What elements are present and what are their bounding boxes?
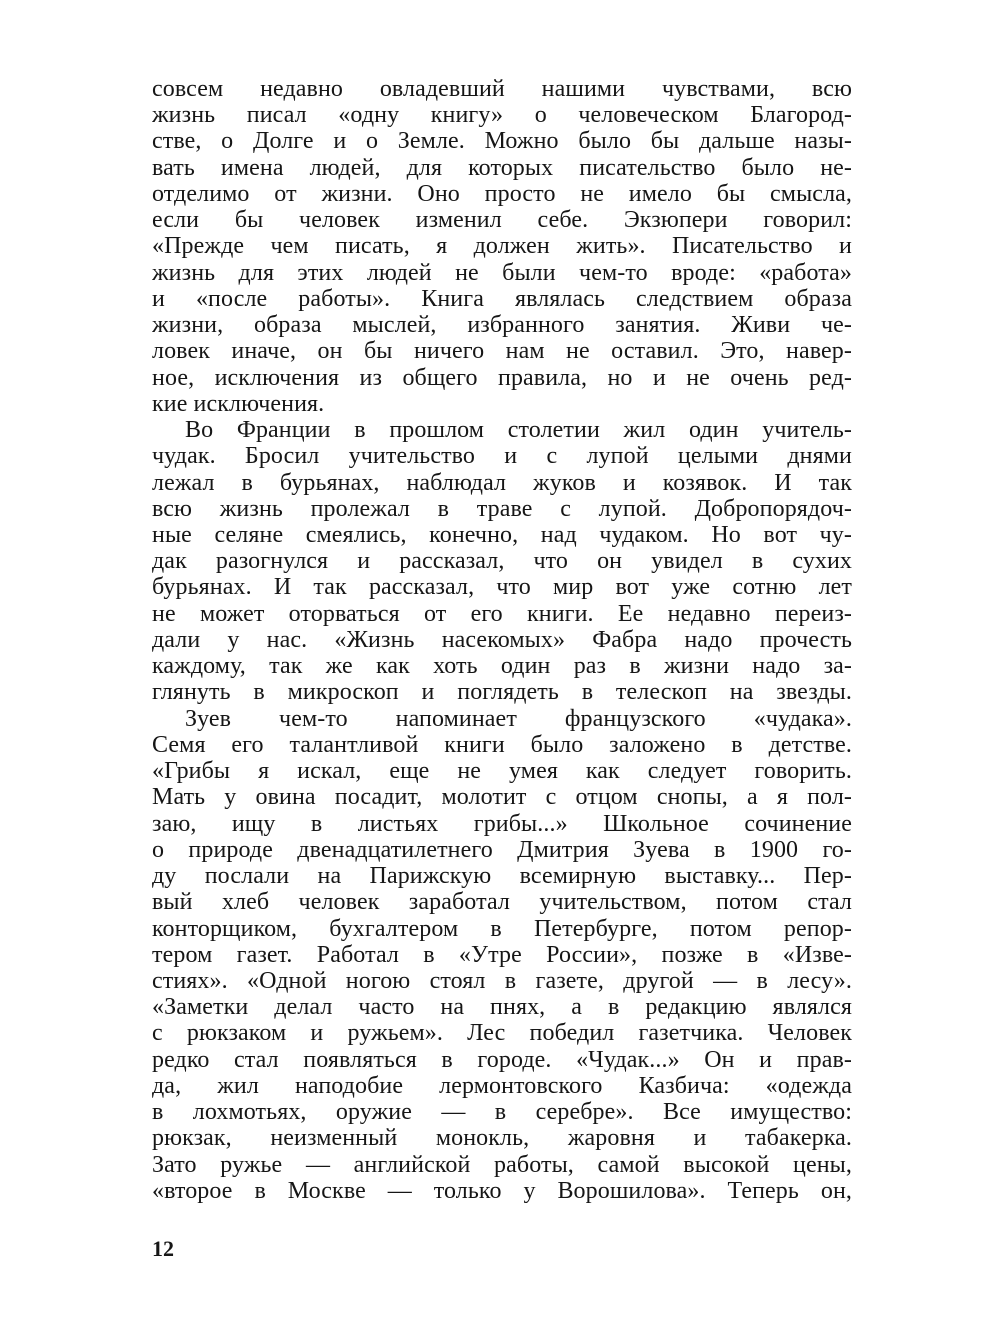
text-line: тером газет. Работал в «Утре России», позже в «Изве- xyxy=(152,941,852,968)
text-line: не может оторваться от его книги. Ее недавно переиз- xyxy=(152,600,852,627)
text-line: бурьянах. И так рассказал, что мир вот уже сотню лет xyxy=(152,574,852,601)
text-line: о природе двенадцатилетнего Дмитрия Зуева в 1900 го- xyxy=(152,836,852,863)
text-line: Во Франции в прошлом столетии жил один учитель- xyxy=(185,417,852,444)
text-line: Зуев чем-то напоминает французского «чудака». xyxy=(185,705,852,732)
text-line: Семя его талантливой книги было заложено в детстве. xyxy=(152,731,852,758)
text-line: ду послали на Парижскую всемирную выставку... Пер- xyxy=(152,863,852,890)
text-line: каждому, так же как хоть один раз в жизни надо за- xyxy=(152,653,852,680)
text-line: ное, исключения из общего правила, но и не очень ред- xyxy=(152,364,852,391)
text-line: ные селяне смеялись, конечно, над чудаком. Но вот чу- xyxy=(152,521,852,548)
text-line: в лохмотьях, оружие — в серебре». Все имущество: xyxy=(152,1099,852,1126)
paragraph xyxy=(152,706,852,1204)
text-line: «Прежде чем писать, я должен жить». Писательство и xyxy=(152,233,852,260)
text-line: чудак. Бросил учительство и с лупой целыми днями xyxy=(152,443,852,470)
text-line: стве, о Долге и о Земле. Можно было бы дальше назы- xyxy=(152,128,852,155)
text-line: Зато ружье — английской работы, самой высокой цены, xyxy=(152,1151,852,1178)
text-line: рюкзак, неизменный монокль, жаровня и табакерка. xyxy=(152,1125,852,1152)
text-line: дак разогнулся и рассказал, что он увидел в сухих xyxy=(152,548,852,575)
text-line: кие исключения. xyxy=(152,390,325,417)
text-line: глянуть в микроскоп и поглядеть в телескоп на звезды. xyxy=(152,679,852,706)
text-line: ловек иначе, он бы ничего нам не оставил. Это, навер- xyxy=(152,338,852,365)
text-line: если бы человек изменил себе. Экзюпери говорил: xyxy=(152,207,852,234)
text-line: да, жил наподобие лермонтовского Казбича: «одежда xyxy=(152,1072,852,1099)
text-line: вать имена людей, для которых писательство было не- xyxy=(152,154,852,181)
text-line: жизнь для этих людей не были чем-то вроде: «работа» xyxy=(152,259,852,286)
text-line: «второе в Москве — только у Ворошилова». Теперь он, xyxy=(152,1177,852,1204)
text-line: лежал в бурьянах, наблюдал жуков и козявок. И так xyxy=(152,469,852,496)
text-line: редко стал появляться в городе. «Чудак...» Он и прав- xyxy=(152,1046,852,1073)
text-line: вый хлеб человек заработал учительством, потом стал xyxy=(152,889,852,916)
text-line: отделимо от жизни. Оно просто не имело бы смысла, xyxy=(152,180,852,207)
text-line: жизни, образа мыслей, избранного занятия. Живи че- xyxy=(152,312,852,339)
text-line: Мать у овина посадит, молотит с отцом снопы, а я пол- xyxy=(152,784,852,811)
page-number: 12 xyxy=(152,1236,174,1261)
text-line: стиях». «Одной ногою стоял в газете, другой — в лесу». xyxy=(152,967,852,994)
text-line: всю жизнь пролежал в траве с лупой. Добропорядоч- xyxy=(152,495,852,522)
paragraph xyxy=(152,417,852,706)
text-line: заю, ищу в листьях грибы...» Школьное сочинение xyxy=(152,810,852,837)
body-text xyxy=(152,76,852,1204)
text-line: жизнь писал «одну книгу» о человеческом Благород- xyxy=(152,102,852,129)
text-line: с рюкзаком и ружьем». Лес победил газетчика. Человек xyxy=(152,1020,852,1047)
text-line: «Заметки делал часто на пнях, а в редакцию являлся xyxy=(152,994,852,1021)
paragraph xyxy=(152,76,852,417)
text-line: совсем недавно овладевший нашими чувствами, всю xyxy=(152,76,852,102)
text-line: и «после работы». Книга являлась следствием образа xyxy=(152,285,852,312)
text-line: конторщиком, бухгалтером в Петербурге, потом репор- xyxy=(152,915,852,942)
text-line: дали у нас. «Жизнь насекомых» Фабра надо прочесть xyxy=(152,626,852,653)
text-line: «Грибы я искал, еще не умея как следует говорить. xyxy=(152,758,852,785)
